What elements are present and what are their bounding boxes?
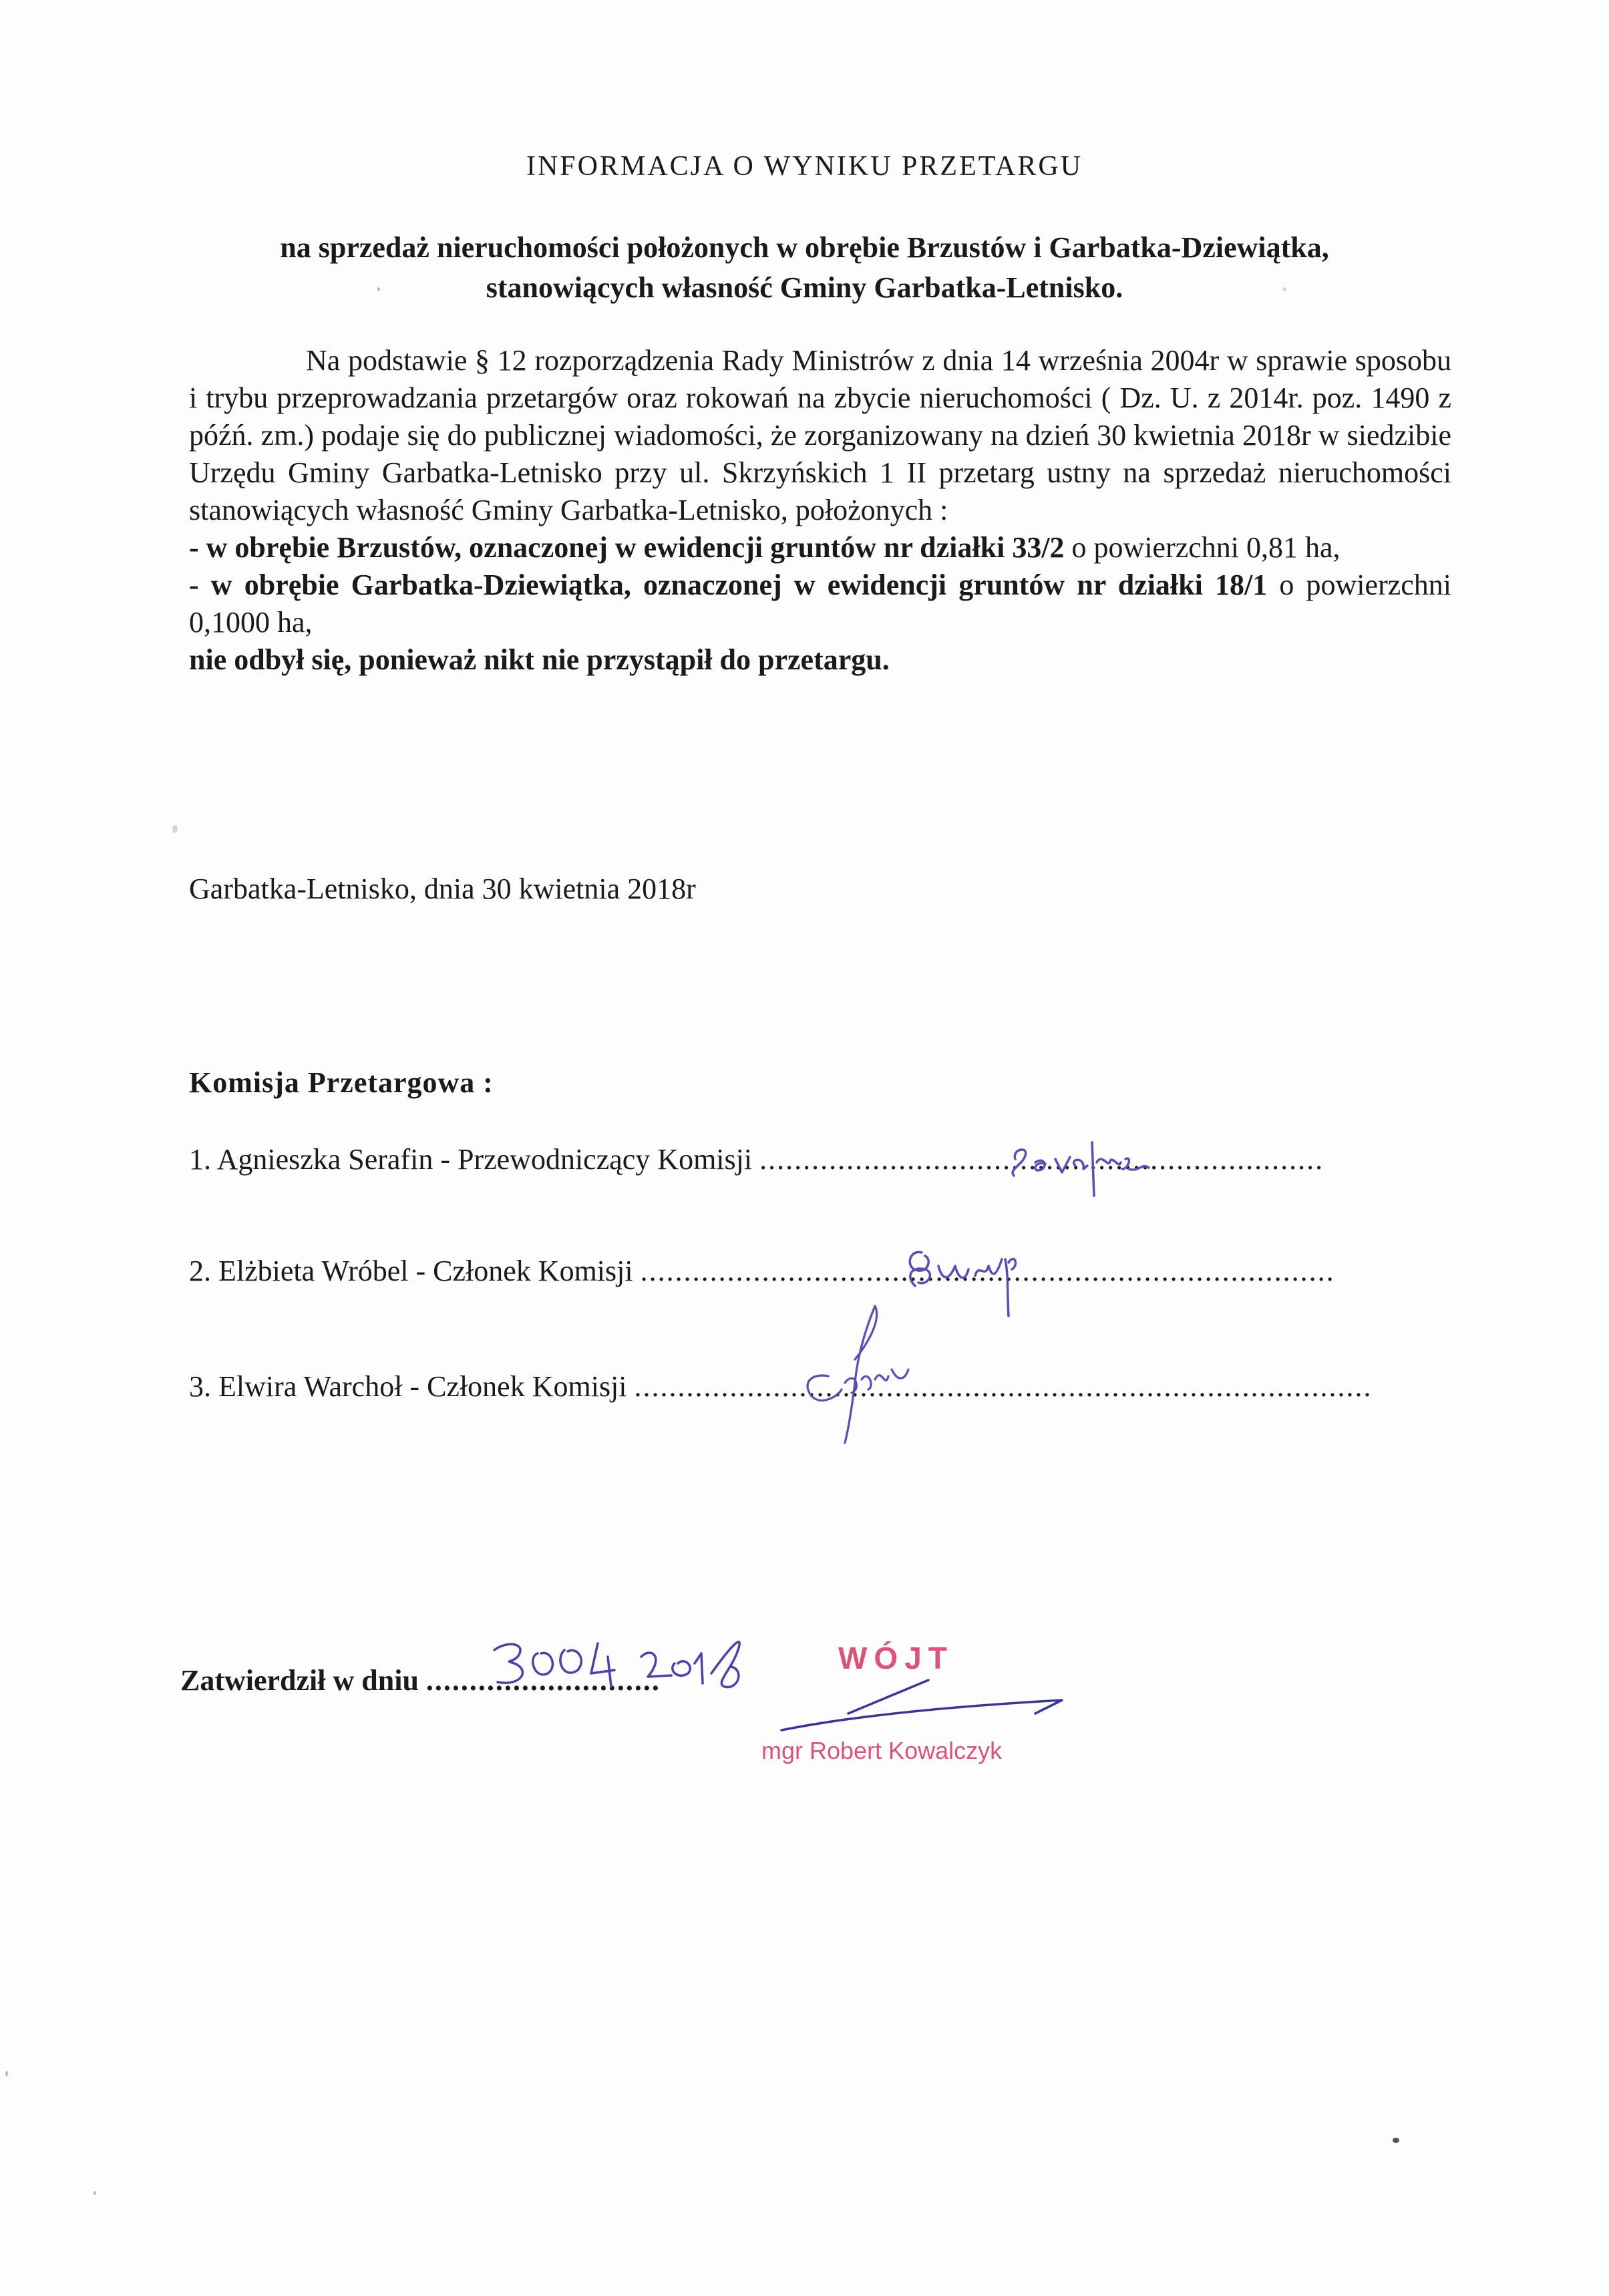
approval-date-handwritten	[481, 1623, 768, 1697]
parcel-item-1-bold: - w obrębie Brzustów, oznaczonej w ewidencji gruntów nr działki 33/2	[189, 531, 1065, 564]
stamp-name: mgr Robert Kowalczyk	[761, 1737, 1003, 1764]
parcel-item-2-bold: - w obrębie Garbatka-Dziewiątka, oznaczonej w ewidencji gruntów nr działki 18/1	[189, 568, 1268, 601]
member-1-signature-line: .................................................................	[759, 1143, 1324, 1176]
signature-1	[1009, 1129, 1162, 1202]
member-1-label: 1. Agnieszka Serafin - Przewodniczący Komisji	[189, 1143, 753, 1176]
document-title: INFORMACJA O WYNIKU PRZETARGU	[526, 151, 1083, 182]
parcel-item-1-area: o powierzchni 0,81 ha,	[1064, 531, 1340, 564]
scan-speck	[94, 2191, 96, 2195]
member-3-signature-line: .....................................................................................	[634, 1370, 1373, 1403]
committee-member-3	[189, 1369, 1373, 1404]
scan-speck	[1393, 2138, 1399, 2143]
committee-heading: Komisja Przetargowa :	[189, 1066, 494, 1099]
approval-date-line: ...........................	[425, 1664, 661, 1697]
parcel-item-2	[189, 566, 1451, 641]
member-3-label: 3. Elwira Warchoł - Członek Komisji	[189, 1370, 627, 1403]
committee-member-2	[189, 1254, 1335, 1288]
document-body	[189, 342, 1451, 679]
parcel-item-2-area: o powierzchni 0,1000 ha,	[189, 568, 1451, 639]
scan-speck	[1282, 287, 1286, 291]
place-date: Garbatka-Letnisko, dnia 30 kwietnia 2018r	[189, 872, 696, 905]
document-subtitle-line1: na sprzedaż nieruchomości położonych w obrębie Brzustów i Garbatka-Dziewiątka,	[280, 231, 1329, 264]
stamp-title: WÓJT	[838, 1641, 954, 1675]
main-paragraph: Na podstawie § 12 rozporządzenia Rady Ministrów z dnia 14 września 2004r w sprawie sposobu i trybu przeprowadzania przetargów oraz rokowań na zbycie nieruchomości ( Dz. U. z 2014r. poz. 1490 z późń. zm.) podaje się do publicznej wiadomości, że zorganizowany na dzień 30 kwietnia 2018r w siedzibie Urzędu Gminy Garbatka-Letnisko przy ul. Skrzyńskich 1 II przetarg ustny na sprzedaż nieruchomości stanowiących własność Gminy Garbatka-Letnisko, położonych :	[189, 344, 1451, 526]
member-2-signature-line: ................................................................................	[640, 1255, 1335, 1287]
scan-speck	[5, 2071, 8, 2076]
scan-speck	[172, 825, 178, 833]
conclusion: nie odbył się, ponieważ nikt nie przystąpił do przetargu.	[189, 643, 890, 676]
approval-label: Zatwierdził w dniu	[180, 1664, 419, 1697]
member-2-label: 2. Elżbieta Wróbel - Członek Komisji	[189, 1255, 633, 1287]
parcel-item-1	[189, 529, 1451, 566]
document-subtitle-line2: stanowiących własność Gminy Garbatka-Letnisko.	[486, 271, 1123, 304]
signature-3	[781, 1296, 935, 1450]
scan-speck	[377, 287, 380, 291]
